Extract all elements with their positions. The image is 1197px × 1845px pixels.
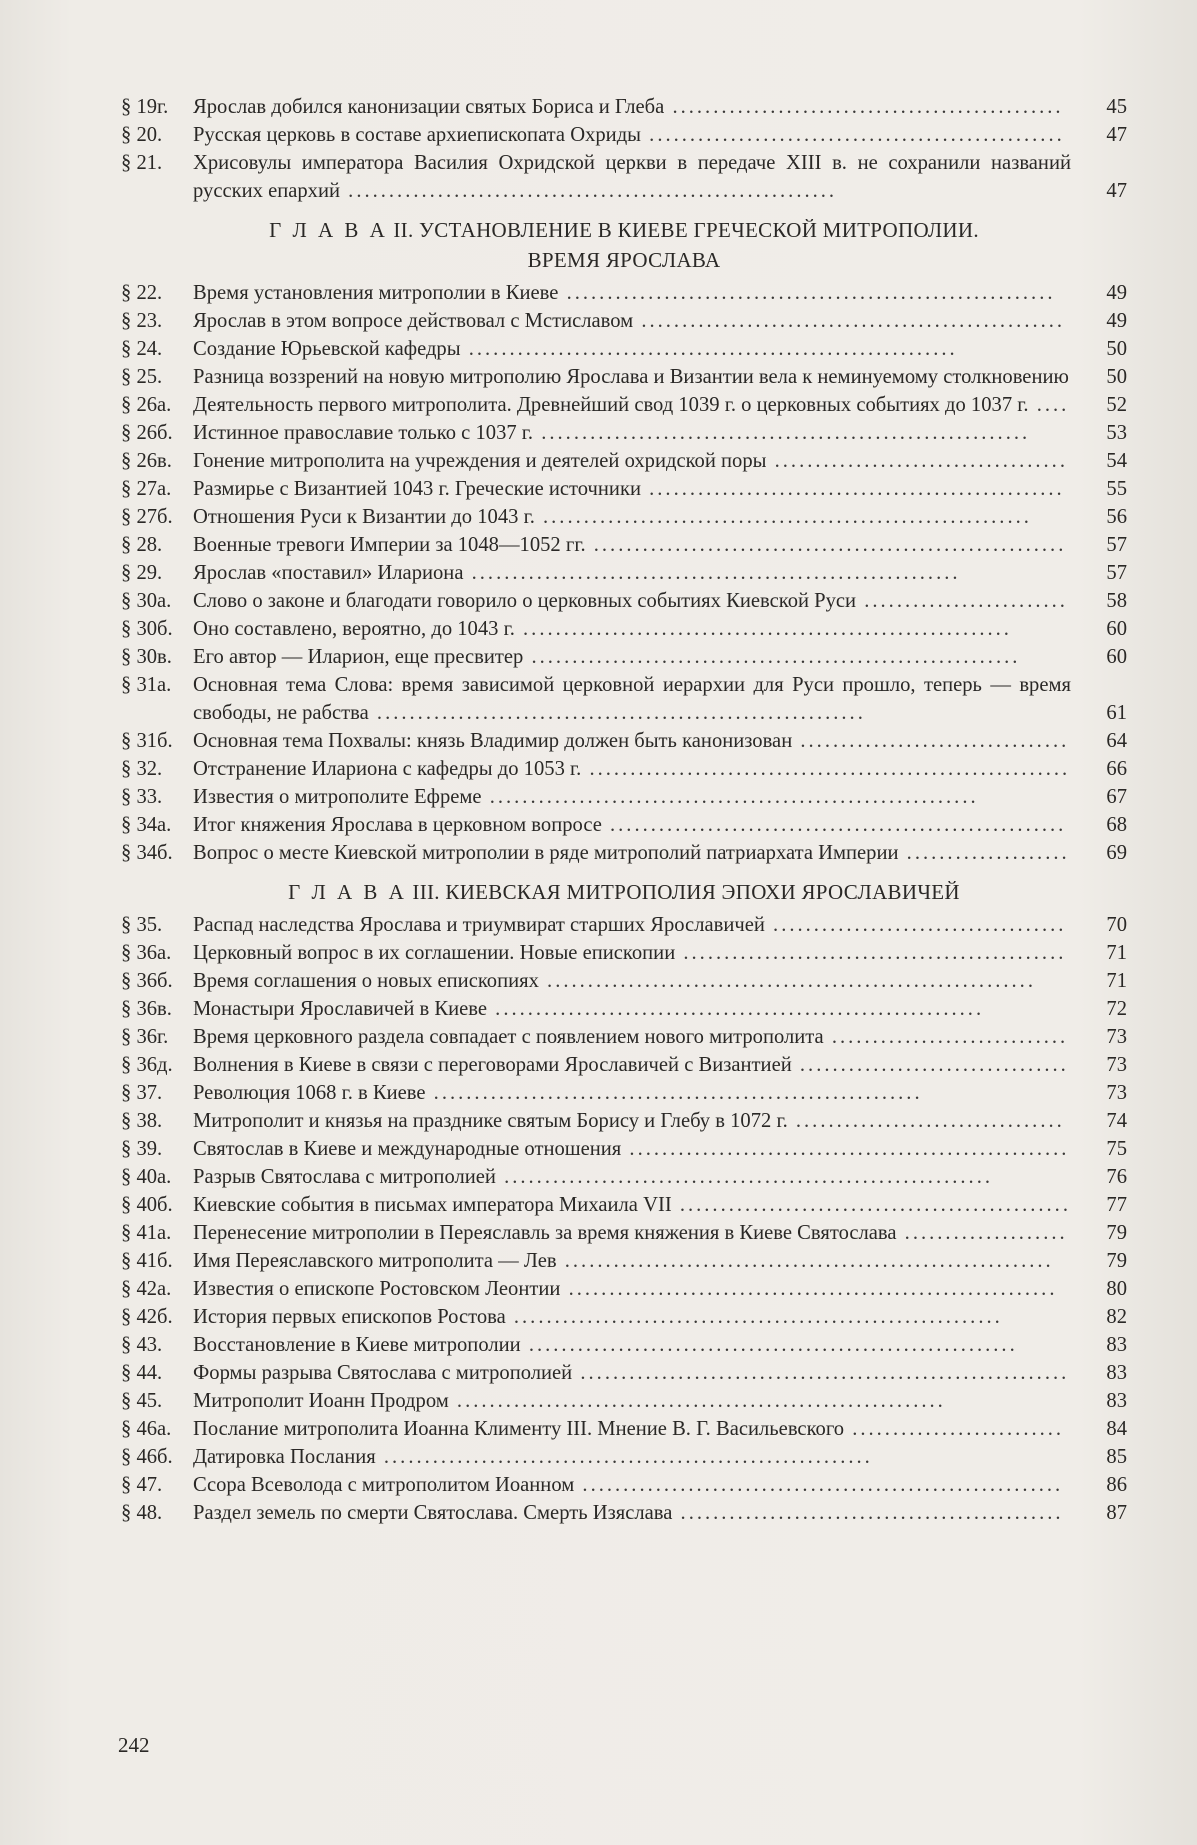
leader-dots: ............................................................	[448, 1390, 946, 1412]
section-title	[193, 279, 1075, 307]
section-number: § 37.	[121, 1082, 163, 1104]
toc-entry	[121, 1051, 1127, 1079]
section-number: § 40б.	[121, 1194, 173, 1216]
section-title-text: Киевские события в письмах императора Михаила VII	[193, 1194, 672, 1216]
leader-dots: ....................	[898, 842, 1070, 864]
leader-dots: ............................................................	[523, 646, 1021, 668]
section-title-text: Церковный вопрос в их соглашении. Новые епископии	[193, 942, 676, 964]
section-number: § 40а.	[121, 1166, 172, 1188]
leader-dots: ............................................................	[340, 180, 838, 202]
page-reference: 83	[1106, 1334, 1127, 1356]
toc-entry	[121, 149, 1127, 205]
section-number: § 19г.	[121, 96, 169, 118]
leader-dots: ...........................................................	[574, 1474, 1064, 1496]
section-number: § 26б.	[121, 422, 173, 444]
section-title-text: Разница воззрений на новую митрополию Ярослава и Византии вела к неминуемому столкновению	[193, 366, 1069, 388]
page-reference: 83	[1106, 1390, 1127, 1412]
leader-dots: ....................	[896, 1222, 1068, 1244]
leader-dots: ............................................................	[556, 1250, 1054, 1272]
toc-entry	[121, 335, 1127, 363]
toc-entry	[121, 307, 1127, 335]
section-title	[193, 587, 1075, 615]
chapter-2-heading	[121, 215, 1127, 275]
section-number: § 38.	[121, 1110, 163, 1132]
leader-dots: ....................................................	[633, 310, 1066, 332]
page-number: 242	[118, 1733, 150, 1757]
section-number: § 30в.	[121, 646, 172, 668]
leader-dots: ...............................................	[675, 942, 1067, 964]
section-number: § 47.	[121, 1474, 163, 1496]
section-number: § 36д.	[121, 1054, 173, 1076]
toc-entry	[121, 1135, 1127, 1163]
toc-entry	[121, 995, 1127, 1023]
section-title	[193, 1275, 1075, 1303]
page-reference: 86	[1106, 1474, 1127, 1496]
leader-dots: ............................................................	[463, 562, 961, 584]
section-title-text: Истинное православие только с 1037 г.	[193, 422, 534, 444]
toc-entry	[121, 1415, 1127, 1443]
section-title	[193, 755, 1075, 783]
toc-entry	[121, 1303, 1127, 1331]
section-number: § 35.	[121, 914, 163, 936]
section-title	[193, 1331, 1075, 1359]
chapter-2-word: Г Л А В А	[269, 218, 388, 242]
leader-dots: ....................................	[766, 450, 1068, 472]
page-reference: 57	[1106, 562, 1127, 584]
chapter-3-heading	[121, 877, 1127, 907]
toc-entry	[121, 1359, 1127, 1387]
section-number: § 41б.	[121, 1250, 173, 1272]
section-title-text: Датировка Послания	[193, 1446, 376, 1468]
leader-dots: ............................................................	[495, 1166, 993, 1188]
section-number: § 36в.	[121, 998, 172, 1020]
section-title	[193, 531, 1075, 559]
section-title-text: Митрополит Иоанн Продром	[193, 1390, 449, 1412]
section-number: § 27а.	[121, 478, 172, 500]
section-title-text: Основная тема Слова: время зависимой церковной иерархии для Руси прошло, теперь — время свободы, не рабства	[193, 674, 1071, 724]
page-reference: 74	[1106, 1110, 1127, 1132]
section-title-text: Создание Юрьевской кафедры	[193, 338, 461, 360]
page-reference: 73	[1106, 1026, 1127, 1048]
toc-entry	[121, 1331, 1127, 1359]
section-title-text: Раздел земель по смерти Святослава. Смерть Изяслава	[193, 1502, 673, 1524]
toc-entry	[121, 615, 1127, 643]
page-reference: 47	[1106, 180, 1127, 202]
section-title-text: Размирье с Византией 1043 г. Греческие источники	[193, 478, 641, 500]
leader-dots: ...............................................	[672, 1502, 1064, 1524]
section-number: § 36г.	[121, 1026, 169, 1048]
section-number: § 26а.	[121, 394, 172, 416]
page-reference: 60	[1106, 646, 1127, 668]
section-title	[193, 475, 1075, 503]
section-number: § 46а.	[121, 1418, 172, 1440]
section-title	[193, 911, 1075, 939]
page-reference: 85	[1106, 1446, 1127, 1468]
page-reference: 80	[1106, 1278, 1127, 1300]
leader-dots: ............................................................	[481, 786, 979, 808]
page-reference: 61	[1106, 702, 1127, 724]
toc-entry	[121, 587, 1127, 615]
page-reference: 71	[1106, 970, 1127, 992]
section-title	[193, 121, 1075, 149]
section-title-text: Хрисовулы императора Василия Охридской церкви в передаче XIII в. не сохранили названий русских епархий	[193, 152, 1071, 202]
leader-dots: ............................................................	[505, 1306, 1003, 1328]
toc-entry	[121, 503, 1127, 531]
section-title	[193, 447, 1075, 475]
page-reference: 57	[1106, 534, 1127, 556]
toc-entry	[121, 121, 1127, 149]
table-of-contents	[121, 93, 1127, 1527]
section-title	[193, 839, 1075, 867]
page-reference: 77	[1106, 1194, 1127, 1216]
section-title	[193, 783, 1075, 811]
leader-dots: ............................................................	[368, 702, 866, 724]
page-reference: 55	[1106, 478, 1127, 500]
section-title-text: Разрыв Святослава с митрополией	[193, 1166, 496, 1188]
section-title-text: Оно составлено, вероятно, до 1043 г.	[193, 618, 515, 640]
toc-entry	[121, 1247, 1127, 1275]
page-reference: 71	[1106, 942, 1127, 964]
leader-dots: ............................................................	[534, 506, 1032, 528]
section-title	[193, 1051, 1075, 1079]
page-reference: 72	[1106, 998, 1127, 1020]
page-reference: 75	[1106, 1138, 1127, 1160]
section-number: § 31б.	[121, 730, 173, 752]
section-title	[193, 419, 1075, 447]
section-number: § 45.	[121, 1390, 163, 1412]
page-reference: 82	[1106, 1306, 1127, 1328]
section-title-text: Святослав в Киеве и международные отношения	[193, 1138, 622, 1160]
section-number: § 42б.	[121, 1306, 173, 1328]
section-title	[193, 1359, 1075, 1387]
section-title	[193, 1247, 1075, 1275]
section-number: § 36а.	[121, 942, 172, 964]
chapter-2-title-line2: ВРЕМЯ ЯРОСЛАВА	[527, 248, 721, 272]
section-title-text: Вопрос о месте Киевской митрополии в ряде митрополий патриархата Империи	[193, 842, 899, 864]
toc-entry	[121, 839, 1127, 867]
section-title	[193, 727, 1075, 755]
page-reference: 69	[1106, 842, 1127, 864]
page-reference: 66	[1106, 758, 1127, 780]
section-title	[193, 93, 1075, 121]
section-title	[193, 615, 1075, 643]
page-reference: 53	[1106, 422, 1127, 444]
section-title-text: Военные тревоги Империи за 1048—1052 гг.	[193, 534, 586, 556]
section-title	[193, 1023, 1075, 1051]
leader-dots: ...........................................................	[581, 758, 1071, 780]
section-number: § 46б.	[121, 1446, 173, 1468]
chapter-3-title-line1: III. КИЕВСКАЯ МИТРОПОЛИЯ ЭПОХИ ЯРОСЛАВИЧЕЙ	[412, 880, 960, 904]
section-title-text: Распад наследства Ярослава и триумвират старших Ярославичей	[193, 914, 765, 936]
page-reference: 73	[1106, 1082, 1127, 1104]
toc-entry	[121, 1275, 1127, 1303]
leader-dots: ........................................................	[601, 814, 1067, 836]
page-reference: 50	[1106, 366, 1127, 388]
section-title-text: Время установления митрополии в Киеве	[193, 282, 559, 304]
toc-entry	[121, 967, 1127, 995]
section-title-text: Итог княжения Ярослава в церковном вопросе	[193, 814, 602, 836]
toc-entry	[121, 1079, 1127, 1107]
section-title	[193, 1387, 1075, 1415]
section-title-text: Формы разрыва Святослава с митрополией	[193, 1362, 573, 1384]
section-title	[193, 811, 1075, 839]
section-title	[193, 149, 1075, 205]
section-title-text: Революция 1068 г. в Киеве	[193, 1082, 426, 1104]
section-number: § 26в.	[121, 450, 172, 472]
leader-dots: .............................	[823, 1026, 1069, 1048]
toc-entry	[121, 1443, 1127, 1471]
section-number: § 27б.	[121, 506, 173, 528]
leader-dots: ............................................................	[560, 1278, 1058, 1300]
section-title	[193, 967, 1075, 995]
leader-dots: ................................................	[671, 1194, 1071, 1216]
section-number: § 28.	[121, 534, 163, 556]
toc-entry	[121, 1023, 1127, 1051]
section-title-text: Восстановление в Киеве митрополии	[193, 1334, 521, 1356]
section-title-text: Перенесение митрополии в Переяславль за время княжения в Киеве Святослава	[193, 1222, 897, 1244]
page-reference: 50	[1106, 338, 1127, 360]
leader-dots: ....	[1028, 394, 1070, 416]
leader-dots: ............................................................	[558, 282, 1056, 304]
section-title-text: Русская церковь в составе архиепископата Охриды	[193, 124, 642, 146]
page-reference: 73	[1106, 1054, 1127, 1076]
leader-dots: ......................................................	[621, 1138, 1070, 1160]
toc-entry	[121, 419, 1127, 447]
chapter-3-word: Г Л А В А	[288, 880, 407, 904]
page-reference: 79	[1106, 1250, 1127, 1272]
section-title-text: Митрополит и князья на празднике святым Борису и Глебу в 1072 г.	[193, 1110, 788, 1132]
page-reference: 52	[1106, 394, 1127, 416]
section-title	[193, 1107, 1075, 1135]
section-title-text: Отстранение Илариона с кафедры до 1053 г.	[193, 758, 582, 780]
section-number: § 22.	[121, 282, 163, 304]
page-reference: 79	[1106, 1222, 1127, 1244]
leader-dots: ............................................................	[572, 1362, 1070, 1384]
toc-entry	[121, 1387, 1127, 1415]
section-number: § 48.	[121, 1502, 163, 1524]
leader-dots: ...................................................	[640, 478, 1065, 500]
page-reference: 67	[1106, 786, 1127, 808]
toc-entry	[121, 811, 1127, 839]
leader-dots: ............................................................	[533, 422, 1031, 444]
toc-entry	[121, 939, 1127, 967]
page-reference: 47	[1106, 124, 1127, 146]
section-number: § 31а.	[121, 674, 172, 696]
leader-dots: .................................	[787, 1110, 1065, 1132]
leader-dots: ...................................................	[641, 124, 1065, 146]
toc-entry	[121, 559, 1127, 587]
toc-entry	[121, 643, 1127, 671]
section-title	[193, 1191, 1075, 1219]
section-title	[193, 1079, 1075, 1107]
section-title-text: Ярослав «поставил» Илариона	[193, 562, 464, 584]
section-number: § 42а.	[121, 1278, 172, 1300]
section-title	[193, 307, 1075, 335]
section-number: § 23.	[121, 310, 163, 332]
section-number: § 39.	[121, 1138, 163, 1160]
section-title-text: Волнения в Киеве в связи с переговорами Ярославичей с Византией	[193, 1054, 792, 1076]
section-number: § 36б.	[121, 970, 173, 992]
section-title-text: Деятельность первого митрополита. Древнейший свод 1039 г. о церковных событиях до 1037 г.	[193, 394, 1029, 416]
section-title-text: Основная тема Похвалы: князь Владимир должен быть канонизован	[193, 730, 793, 752]
toc-entry	[121, 911, 1127, 939]
toc-entry	[121, 1163, 1127, 1191]
section-title-text: Его автор — Иларион, еще пресвитер	[193, 646, 524, 668]
section-title	[193, 1303, 1075, 1331]
leader-dots: ............................................................	[375, 1446, 873, 1468]
section-title-text: Послание митрополита Иоанна Клименту III. Мнение В. Г. Васильевского	[193, 1418, 845, 1440]
page-reference: 60	[1106, 618, 1127, 640]
leader-dots: ............................................................	[460, 338, 958, 360]
section-number: § 24.	[121, 338, 163, 360]
section-title	[193, 995, 1075, 1023]
section-title-text: Время церковного раздела совпадает с появлением нового митрополита	[193, 1026, 824, 1048]
toc-entry	[121, 475, 1127, 503]
section-title-text: Имя Переяславского митрополита — Лев	[193, 1250, 557, 1272]
page-reference: 64	[1106, 730, 1127, 752]
toc-entry	[121, 727, 1127, 755]
page-reference: 87	[1106, 1502, 1127, 1524]
section-number: § 30б.	[121, 618, 173, 640]
page-reference: 76	[1106, 1166, 1127, 1188]
page-reference: 58	[1106, 590, 1127, 612]
section-title-text: Монастыри Ярославичей в Киеве	[193, 998, 488, 1020]
section-title-text: Время соглашения о новых епископиях	[193, 970, 539, 992]
section-title-text: Ссора Всеволода с митрополитом Иоанном	[193, 1474, 575, 1496]
page-reference: 84	[1106, 1418, 1127, 1440]
section-title-text: Ярослав добился канонизации святых Бориса и Глеба	[193, 96, 665, 118]
section-number: § 21.	[121, 152, 163, 174]
toc-entry	[121, 1471, 1127, 1499]
section-title	[193, 335, 1075, 363]
leader-dots: ............................................................	[538, 970, 1036, 992]
page-reference: 70	[1106, 914, 1127, 936]
section-title	[193, 391, 1075, 419]
leader-dots: ............................................................	[514, 618, 1012, 640]
toc-top-list	[121, 93, 1127, 205]
leader-dots: ............................................................	[487, 998, 985, 1020]
section-number: § 30а.	[121, 590, 172, 612]
chapter-2-list	[121, 279, 1127, 867]
toc-entry	[121, 391, 1127, 419]
section-title-text: Известия о епископе Ростовском Леонтии	[193, 1278, 561, 1300]
section-title	[193, 939, 1075, 967]
section-title	[193, 1499, 1075, 1527]
section-title	[193, 1443, 1075, 1471]
section-number: § 29.	[121, 562, 163, 584]
page-reference: 45	[1106, 96, 1127, 118]
section-number: § 32.	[121, 758, 163, 780]
leader-dots: .................................	[792, 730, 1070, 752]
section-title	[193, 643, 1075, 671]
page-reference: 83	[1106, 1362, 1127, 1384]
section-number: § 44.	[121, 1362, 163, 1384]
section-title	[193, 1471, 1075, 1499]
leader-dots: ............................................................	[425, 1082, 923, 1104]
leader-dots: ............................................................	[520, 1334, 1018, 1356]
section-title	[193, 1163, 1075, 1191]
leader-dots: ..........................	[844, 1418, 1065, 1440]
chapter-2-title-line1: II. УСТАНОВЛЕНИЕ В КИЕВЕ ГРЕЧЕСКОЙ МИТРОПОЛИИ.	[393, 218, 979, 242]
section-title	[193, 1135, 1075, 1163]
toc-entry	[121, 1499, 1127, 1527]
section-number: § 25.	[121, 366, 163, 388]
toc-entry	[121, 279, 1127, 307]
section-title	[193, 363, 1075, 391]
section-number: § 41а.	[121, 1222, 172, 1244]
section-title	[193, 1219, 1075, 1247]
section-number: § 43.	[121, 1334, 163, 1356]
page-reference: 56	[1106, 506, 1127, 528]
toc-entry	[121, 671, 1127, 727]
section-number: § 34а.	[121, 814, 172, 836]
toc-entry	[121, 783, 1127, 811]
section-title	[193, 1415, 1075, 1443]
section-number: § 33.	[121, 786, 163, 808]
toc-entry	[121, 363, 1127, 391]
leader-dots: ..........................................................	[585, 534, 1067, 556]
leader-dots: ................................................	[664, 96, 1064, 118]
toc-entry	[121, 1107, 1127, 1135]
toc-entry	[121, 755, 1127, 783]
section-title-text: Отношения Руси к Византии до 1043 г.	[193, 506, 535, 528]
leader-dots: ....................................	[764, 914, 1067, 936]
page-reference: 49	[1106, 310, 1127, 332]
section-title	[193, 671, 1075, 727]
section-title-text: Гонение митрополита на учреждения и деятелей охридской поры	[193, 450, 767, 472]
page-reference: 54	[1106, 450, 1127, 472]
toc-entry	[121, 93, 1127, 121]
leader-dots: .................................	[791, 1054, 1069, 1076]
toc-entry	[121, 531, 1127, 559]
section-title-text: Слово о законе и благодати говорило о церковных событиях Киевской Руси	[193, 590, 857, 612]
section-title-text: Ярослав в этом вопросе действовал с Мстиславом	[193, 310, 634, 332]
leader-dots: .........................	[856, 590, 1068, 612]
section-number: § 34б.	[121, 842, 173, 864]
section-title-text: История первых епископов Ростова	[193, 1306, 506, 1328]
section-title-text: Известия о митрополите Ефреме	[193, 786, 482, 808]
toc-entry	[121, 1219, 1127, 1247]
toc-entry	[121, 1191, 1127, 1219]
chapter-3-list	[121, 911, 1127, 1527]
toc-entry	[121, 447, 1127, 475]
page-reference: 68	[1106, 814, 1127, 836]
section-number: § 20.	[121, 124, 163, 146]
page-reference: 49	[1106, 282, 1127, 304]
section-title	[193, 559, 1075, 587]
section-title	[193, 503, 1075, 531]
